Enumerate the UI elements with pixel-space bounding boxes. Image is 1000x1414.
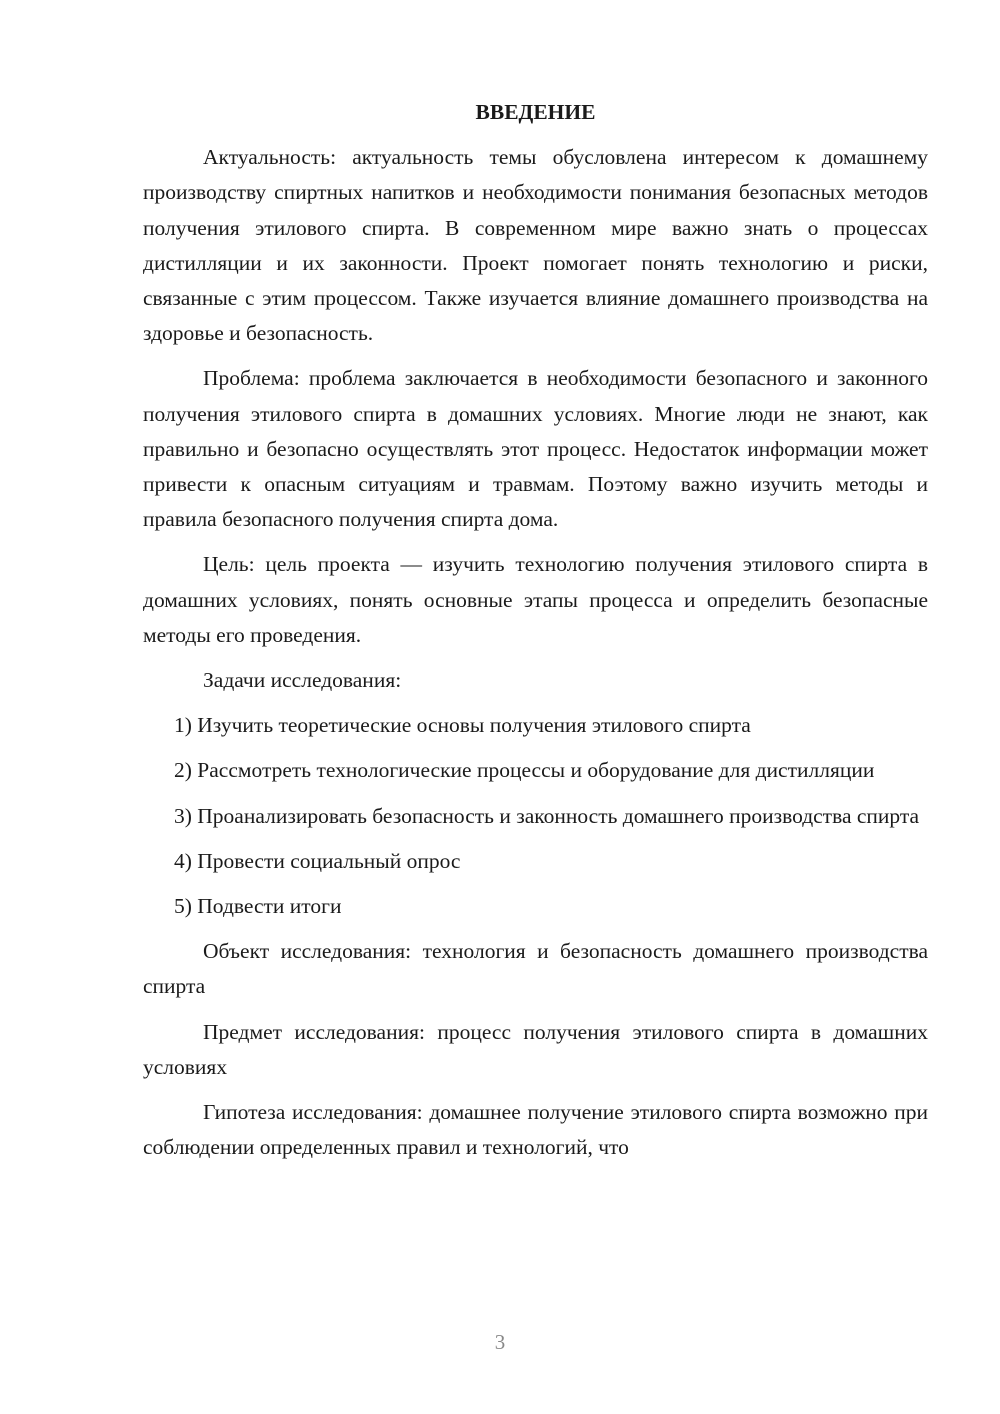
task-item-4: 4) Провести социальный опрос: [174, 848, 461, 873]
paragraph-goal: Цель: цель проекта — изучить технологию получения этилового спирта в домашних условиях, понять основные этапы процесса и определить безопасные методы его проведения.: [143, 552, 928, 647]
tasks-title: Задачи исследования:: [203, 668, 402, 693]
task-item-3: 3) Проанализировать безопасность и законность домашнего производства спирта: [174, 803, 920, 828]
page-number: 3: [494, 1330, 506, 1354]
page-content: [143, 95, 928, 1175]
task-item-2: 2) Рассмотреть технологические процессы и оборудование для дистилляции: [174, 758, 875, 783]
task-item-5: 5) Подвести итоги: [174, 894, 342, 919]
paragraph-subject: Предмет исследования: процесс получения этилового спирта в домашних условиях: [143, 1019, 928, 1079]
paragraph-problem: Проблема: проблема заключается в необходимости безопасного и законного получения этилового спирта в домашних условиях. Многие люди не знают, как правильно и безопасно осуществлять этот процесс. Недостаток информации может привести к опасным ситуациям и травмам. Поэтому важно изучить методы и правила безопасного получения спирта дома.: [143, 366, 928, 532]
page-title: ВВЕДЕНИЕ: [475, 100, 596, 124]
paragraph-object: Объект исследования: технология и безопасность домашнего производства спирта: [143, 939, 928, 999]
paragraph-hypothesis: Гипотеза исследования: домашнее получение этилового спирта возможно при соблюдении определенных правил и технологий, что: [143, 1100, 928, 1160]
task-item-1: 1) Изучить теоретические основы получения этилового спирта: [174, 713, 751, 738]
paragraph-relevance: Актуальность: актуальность темы обусловлена интересом к домашнему производству спиртных напитков и необходимости понимания безопасных методов получения этилового спирта. В современном мире важно знать о процессах дистилляции и их законности. Проект помогает понять технологию и риски, связанные с этим процессом. Также изучается влияние домашнего производства на здоровье и безопасность.: [143, 145, 928, 346]
